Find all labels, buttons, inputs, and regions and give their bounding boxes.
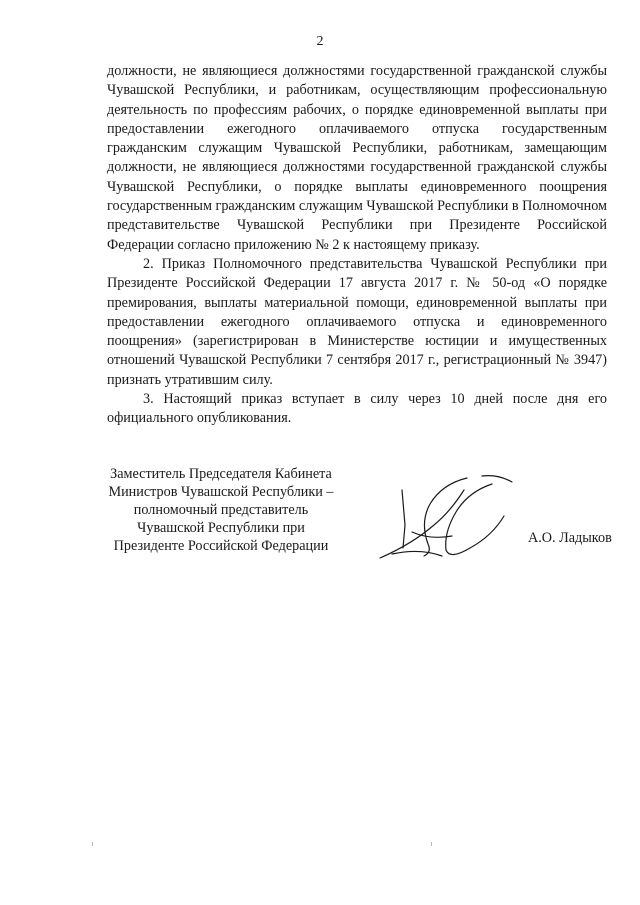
- paragraph-3: 3. Настоящий приказ вступает в силу через 10 дней после дня его официального опубликования.: [107, 391, 607, 427]
- position-line: Министров Чувашской Республики –: [108, 484, 334, 500]
- scan-artifact: [92, 842, 93, 846]
- position-line: Президенте Российской Федерации: [113, 538, 329, 554]
- signer-name: А.О. Ладыков: [528, 530, 612, 546]
- signatory-position: [96, 465, 346, 555]
- position-line: Заместитель Председателя Кабинета: [110, 466, 332, 482]
- paragraph-2: 2. Приказ Полномочного представительства Чувашской Республики при Президенте Российской Федерации 17 августа 2017 г. № 50-од «О порядке премирования, выплаты материальной помощи, единовременной выплаты при предоставлении ежегодного оплачиваемого отпуска и единовременного поощрения» (зарегистрирован в Министерстве юстиции и имущественных отношений Чувашской Республики 7 сентября 2017 г., регистрационный № 3947) признать утратившим силу.: [107, 255, 607, 388]
- document-body: [107, 62, 607, 429]
- handwritten-signature: [372, 470, 522, 570]
- position-line: полномочный представитель: [133, 502, 309, 518]
- page-number: 2: [316, 34, 324, 49]
- scan-artifact: [431, 842, 432, 846]
- paragraph-1-continuation: должности, не являющиеся должностями государственной гражданской службы Чувашской Республики, и работникам, осуществляющим профессиональную деятельность по профессиям рабочих, о порядке единовременной выплаты при предоставлении ежегодного оплачиваемого отпуска государственным гражданским служащим Чувашской Республики, работникам, замещающим должности, не являющиеся должностями государственной гражданской службы Чувашской Республики, о порядке выплаты единовременного поощрения государственным гражданским служащим Чувашской Республики в Полномочном представительстве Чувашской Республики при Президенте Российской Федерации согласно приложению № 2 к настоящему приказу.: [107, 63, 607, 253]
- position-line: Чувашской Республики при: [137, 520, 305, 536]
